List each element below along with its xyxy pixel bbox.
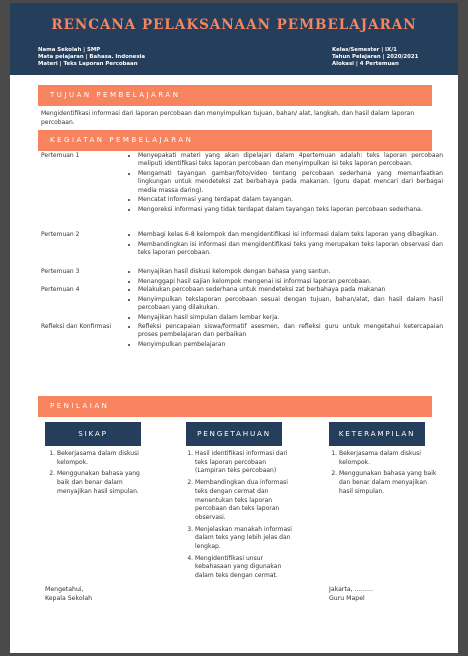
- school-year: Tahun Pelajaran | 2020/2021: [332, 54, 419, 61]
- signature-left-line1: Mengetahui,: [45, 586, 84, 593]
- column-heading-keterampilan: KETERAMPILAN: [329, 422, 425, 446]
- list-item: • Refleksi pencapaian siswa/formatif asesmen, dan refleksi guru untuk mengetahui ketercapaian proses pembelajaran dan perbaikan: [138, 323, 443, 340]
- school-name: Nama Sekolah | SMP: [38, 47, 101, 53]
- row-label-pertemuan-4: Pertemuan 4: [41, 286, 80, 293]
- list-item: 4. Mengidentifikasi unsur kebahasaan yang digunakan dalam teks dengan cermat.: [195, 555, 293, 581]
- section-heading-kegiatan: KEGIATAN PEMBELAJARAN: [38, 130, 432, 151]
- activities-pertemuan-1: [128, 152, 443, 216]
- row-label-pertemuan-1: Pertemuan 1: [41, 152, 80, 159]
- header-info-right: [332, 47, 418, 69]
- list-item: • Membagi kelas 6-8 kelompok dan mengidentifikasi isi informasi dalam teks laporan yang dibagikan.: [138, 231, 443, 239]
- list-item: • Menanggapi hasil sajian kelompok mengenai isi informasi laporan percobaan.: [138, 278, 443, 286]
- section-heading-penilaian: PENILAIAN: [38, 396, 432, 417]
- column-heading-sikap: SIKAP: [45, 422, 141, 446]
- pengetahuan-list: [183, 450, 293, 584]
- keterampilan-list: [327, 450, 437, 500]
- list-item: • Membandingkan isi informasi dan mengidentifikasi teks yang merupakan teks laporan observasi dan teks laporan percobaan.: [138, 241, 443, 258]
- signature-left-role: Kepala Sekolah: [45, 595, 93, 602]
- list-item: • Menyimpulkan tekslaporan percobaan sesuai dengan tujuan, bahan/alat, dan hasil dalam hasil percobaan yang dilakukan.: [138, 296, 443, 313]
- list-item: 2. Menggunakan bahasa yang baik dan benar dalam menyajikan hasil simpulan.: [339, 470, 437, 496]
- activities-pertemuan-4: [128, 286, 443, 323]
- activities-pertemuan-2: [128, 231, 443, 259]
- list-item: • Melakukan percobaan sederhana untuk mendeteksi zat berbahaya pada makanan: [138, 286, 443, 294]
- list-item: • Mencatat informasi yang terdapat dalam tayangan.: [138, 196, 443, 204]
- list-item: • Mengoreksi informasi yang tidak terdapat dalam tayangan teks laporan percobaan sederhana.: [138, 206, 443, 214]
- signature-right-role: Guru Mapel: [329, 595, 365, 602]
- sikap-list: [45, 450, 151, 500]
- signature-left: [45, 585, 92, 603]
- page-title: RENCANA PELAKSANAAN PEMBELAJARAN: [51, 17, 417, 33]
- signature-right: [329, 585, 373, 603]
- subject: Mata pelajaran | Bahasa. Indonesia: [38, 54, 146, 61]
- list-item: • Menyajikan hasil simpulan dalam lembar kerja.: [138, 314, 443, 322]
- list-item: • Menyepakati materi yang akan dipelajari dalam 4pertemuan adalah: teks laporan percobaan meliputi identifikasi teks laporan percobaan dan menyimpulkan isi teks laporan percobaan.: [138, 152, 443, 169]
- list-item: 1. Hasil identifikasi informasi dari teks laporan percobaan (Lampiran teks percobaan): [195, 450, 293, 476]
- class-semester: Kelas/Semester | IX/1: [332, 47, 397, 53]
- column-heading-pengetahuan: PENGETAHUAN: [186, 422, 282, 446]
- header-info-left: [38, 47, 145, 69]
- list-item: • Menyajikan hasil diskusi kelompok dengan bahasa yang santun.: [138, 268, 443, 276]
- list-item: 2. Membandingkan dua informasi teks dengan cermat dan menentukan teks laporan percobaan dan teks laporan observasi.: [195, 479, 293, 523]
- list-item: 2. Menggunakan bahasa yang baik dan benar dalam menyajikan hasil simpulan.: [57, 470, 151, 496]
- list-item: 1. Bekerjasama dalam diskusi kelompok.: [339, 450, 437, 467]
- activities-pertemuan-3: [128, 268, 443, 287]
- activities-refleksi: [128, 323, 443, 351]
- list-item: • Menyimpulkan pembelajaran: [138, 341, 443, 349]
- row-label-pertemuan-3: Pertemuan 3: [41, 268, 80, 275]
- header-banner: [10, 3, 458, 75]
- tujuan-text: Mengidentifikasi informasi dari laporan percobaan dan menyimpulkan tujuan, bahan/ alat, langkah, dan hasil dalam laporan percobaan.: [41, 110, 415, 126]
- row-label-refleksi: Refleksi dan Konfirmasi: [41, 323, 111, 330]
- section-heading-tujuan: TUJUAN PEMBELAJARAN: [38, 85, 432, 106]
- signature-right-place-date: Jakarta, ………: [329, 586, 374, 593]
- list-item: • Mengamati tayangan gambar/foto/video tentang percobaan sederhana yang memanfaatkan lingkungan untuk mendeteksi zat berbahaya pada makanan. (guru dapat mencari dari berbagai media massa daring).: [138, 170, 443, 195]
- material: Materi | Teks Laporan Percobaan: [38, 61, 138, 68]
- time-allocation: Alokasi | 4 Pertemuan: [332, 61, 399, 68]
- list-item: 1. Bekerjasama dalam diskusi kelompok.: [57, 450, 151, 467]
- list-item: 3. Menjelaskan manakah informasi dalam teks yang lebih jelas dan lengkap.: [195, 526, 293, 552]
- row-label-pertemuan-2: Pertemuan 2: [41, 231, 80, 238]
